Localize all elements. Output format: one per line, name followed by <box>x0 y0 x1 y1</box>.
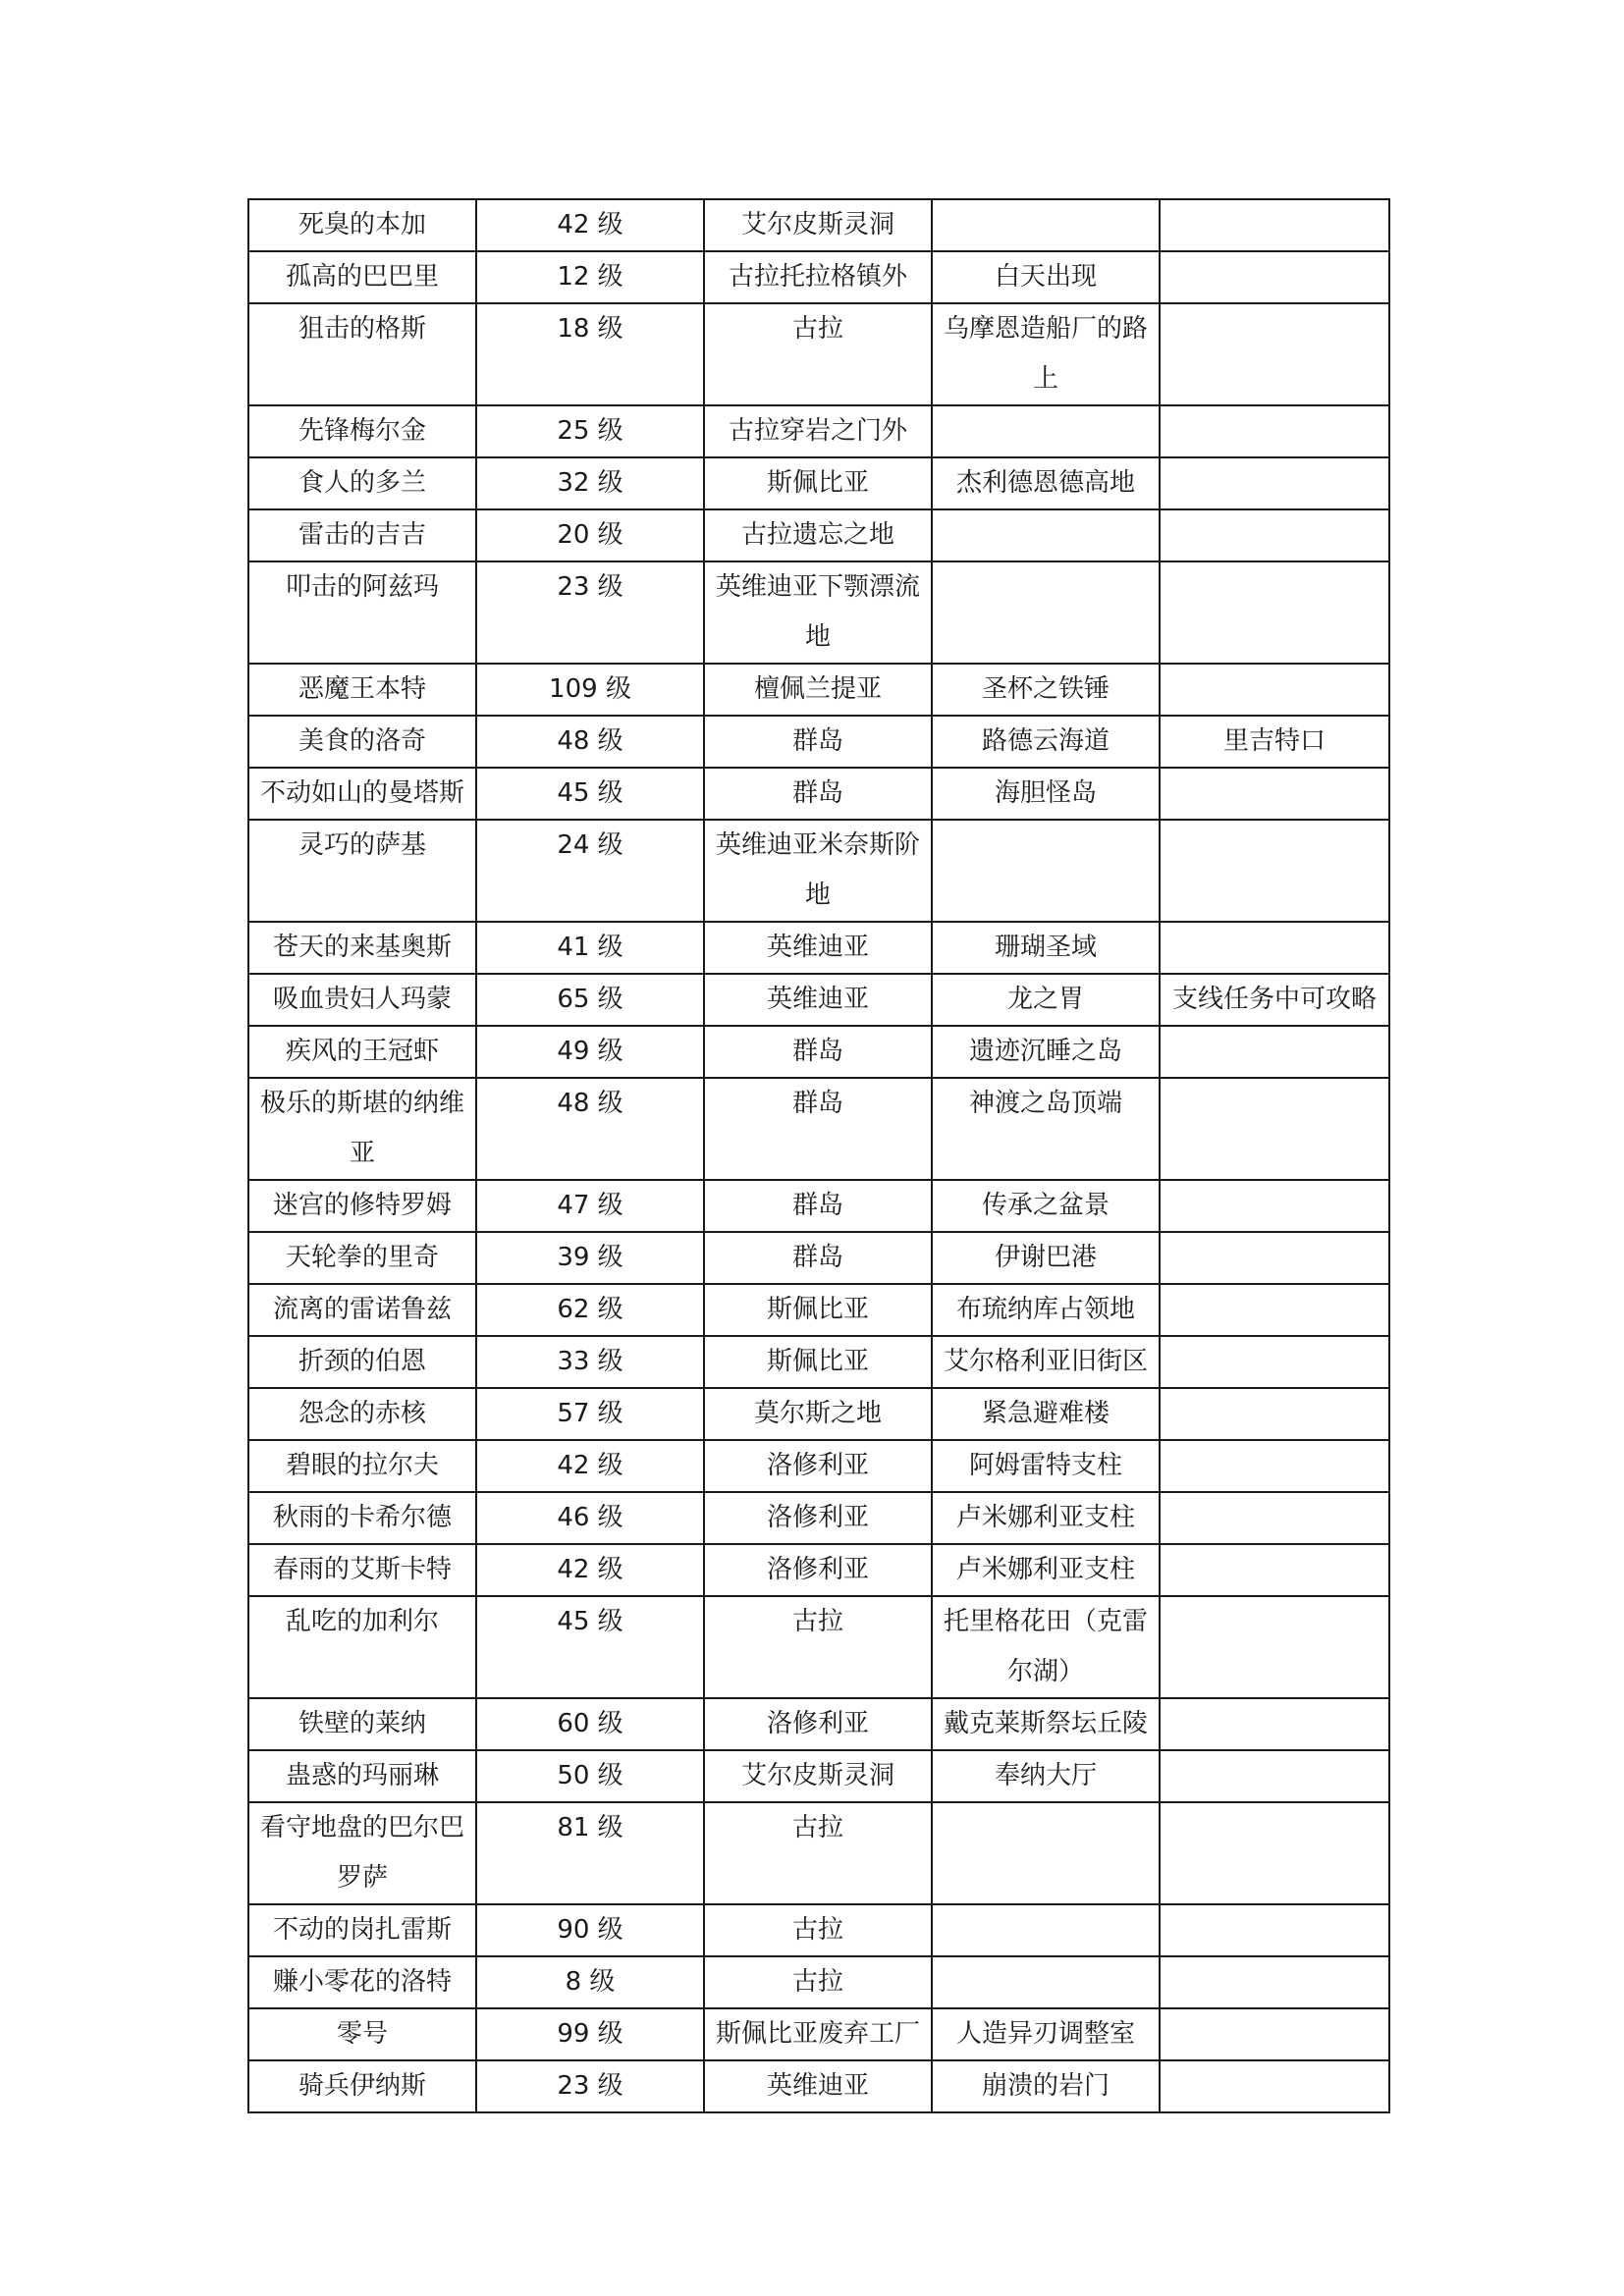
boss-name-cell: 乱吃的加利尔 <box>248 1596 476 1698</box>
level-cell: 18 级 <box>476 303 704 405</box>
region-cell: 艾尔皮斯灵洞 <box>704 199 932 251</box>
table-row <box>248 251 1389 303</box>
table-row <box>248 716 1389 768</box>
note-cell <box>1160 2008 1389 2060</box>
note-cell <box>1160 251 1389 303</box>
level-cell: 25 级 <box>476 405 704 457</box>
location-cell: 托里格花田（克雷尔湖） <box>932 1596 1160 1698</box>
level-cell: 47 级 <box>476 1180 704 1232</box>
location-cell <box>932 1956 1160 2008</box>
region-cell: 群岛 <box>704 768 932 820</box>
boss-table-body <box>248 199 1389 2112</box>
boss-name-cell: 疾风的王冠虾 <box>248 1026 476 1078</box>
region-cell: 群岛 <box>704 1026 932 1078</box>
location-cell: 卢米娜利亚支柱 <box>932 1544 1160 1596</box>
boss-name-cell: 恶魔王本特 <box>248 664 476 716</box>
level-cell: 48 级 <box>476 716 704 768</box>
boss-name-cell: 零号 <box>248 2008 476 2060</box>
region-cell: 洛修利亚 <box>704 1698 932 1750</box>
note-cell <box>1160 1284 1389 1336</box>
level-cell: 42 级 <box>476 1440 704 1492</box>
location-cell: 布琉纳库占领地 <box>932 1284 1160 1336</box>
level-cell: 99 级 <box>476 2008 704 2060</box>
region-cell: 群岛 <box>704 716 932 768</box>
location-cell: 珊瑚圣域 <box>932 922 1160 974</box>
location-cell <box>932 561 1160 664</box>
table-row <box>248 922 1389 974</box>
table-row <box>248 1026 1389 1078</box>
boss-name-cell: 天轮拳的里奇 <box>248 1232 476 1284</box>
note-cell <box>1160 509 1389 561</box>
location-cell <box>932 820 1160 922</box>
location-cell <box>932 405 1160 457</box>
region-cell: 英维迪亚下颚漂流地 <box>704 561 932 664</box>
region-cell: 群岛 <box>704 1078 932 1180</box>
region-cell: 古拉遗忘之地 <box>704 509 932 561</box>
table-row <box>248 664 1389 716</box>
boss-name-cell: 孤高的巴巴里 <box>248 251 476 303</box>
region-cell: 英维迪亚米奈斯阶地 <box>704 820 932 922</box>
boss-name-cell: 看守地盘的巴尔巴罗萨 <box>248 1802 476 1904</box>
boss-name-cell: 苍天的来基奥斯 <box>248 922 476 974</box>
table-row <box>248 1232 1389 1284</box>
boss-name-cell: 迷宫的修特罗姆 <box>248 1180 476 1232</box>
level-cell: 39 级 <box>476 1232 704 1284</box>
boss-name-cell: 叩击的阿兹玛 <box>248 561 476 664</box>
level-cell: 8 级 <box>476 1956 704 2008</box>
boss-table <box>247 198 1390 2113</box>
boss-name-cell: 美食的洛奇 <box>248 716 476 768</box>
level-cell: 90 级 <box>476 1904 704 1956</box>
table-row <box>248 1956 1389 2008</box>
boss-name-cell: 极乐的斯堪的纳维亚 <box>248 1078 476 1180</box>
location-cell: 紧急避难楼 <box>932 1388 1160 1440</box>
table-row <box>248 1750 1389 1802</box>
location-cell: 阿姆雷特支柱 <box>932 1440 1160 1492</box>
level-cell: 45 级 <box>476 768 704 820</box>
note-cell <box>1160 1078 1389 1180</box>
boss-name-cell: 先锋梅尔金 <box>248 405 476 457</box>
boss-name-cell: 灵巧的萨基 <box>248 820 476 922</box>
note-cell <box>1160 1232 1389 1284</box>
boss-name-cell: 折颈的伯恩 <box>248 1336 476 1388</box>
table-row <box>248 1180 1389 1232</box>
note-cell <box>1160 922 1389 974</box>
note-cell <box>1160 1440 1389 1492</box>
level-cell: 20 级 <box>476 509 704 561</box>
region-cell: 英维迪亚 <box>704 2060 932 2112</box>
note-cell <box>1160 1802 1389 1904</box>
note-cell <box>1160 303 1389 405</box>
note-cell <box>1160 1388 1389 1440</box>
table-row <box>248 820 1389 922</box>
level-cell: 109 级 <box>476 664 704 716</box>
region-cell: 古拉 <box>704 1956 932 2008</box>
note-cell: 里吉特口 <box>1160 716 1389 768</box>
note-cell <box>1160 1336 1389 1388</box>
note-cell <box>1160 561 1389 664</box>
region-cell: 艾尔皮斯灵洞 <box>704 1750 932 1802</box>
note-cell <box>1160 1180 1389 1232</box>
boss-name-cell: 不动如山的曼塔斯 <box>248 768 476 820</box>
boss-name-cell: 食人的多兰 <box>248 457 476 509</box>
note-cell <box>1160 664 1389 716</box>
level-cell: 41 级 <box>476 922 704 974</box>
region-cell: 古拉 <box>704 1802 932 1904</box>
table-row <box>248 457 1389 509</box>
note-cell <box>1160 2060 1389 2112</box>
table-row <box>248 768 1389 820</box>
boss-name-cell: 赚小零花的洛特 <box>248 1956 476 2008</box>
level-cell: 45 级 <box>476 1596 704 1698</box>
level-cell: 42 级 <box>476 1544 704 1596</box>
region-cell: 莫尔斯之地 <box>704 1388 932 1440</box>
location-cell <box>932 1802 1160 1904</box>
level-cell: 33 级 <box>476 1336 704 1388</box>
boss-name-cell: 蛊惑的玛丽琳 <box>248 1750 476 1802</box>
note-cell: 支线任务中可攻略 <box>1160 974 1389 1026</box>
region-cell: 洛修利亚 <box>704 1440 932 1492</box>
boss-name-cell: 吸血贵妇人玛蒙 <box>248 974 476 1026</box>
boss-name-cell: 秋雨的卡希尔德 <box>248 1492 476 1544</box>
location-cell: 卢米娜利亚支柱 <box>932 1492 1160 1544</box>
region-cell: 古拉 <box>704 1904 932 1956</box>
note-cell <box>1160 199 1389 251</box>
level-cell: 48 级 <box>476 1078 704 1180</box>
region-cell: 古拉穿岩之门外 <box>704 405 932 457</box>
boss-name-cell: 流离的雷诺鲁兹 <box>248 1284 476 1336</box>
location-cell: 路德云海道 <box>932 716 1160 768</box>
table-row <box>248 1388 1389 1440</box>
region-cell: 古拉 <box>704 1596 932 1698</box>
level-cell: 57 级 <box>476 1388 704 1440</box>
level-cell: 49 级 <box>476 1026 704 1078</box>
region-cell: 斯佩比亚 <box>704 457 932 509</box>
region-cell: 群岛 <box>704 1180 932 1232</box>
region-cell: 斯佩比亚 <box>704 1284 932 1336</box>
note-cell <box>1160 1750 1389 1802</box>
note-cell <box>1160 820 1389 922</box>
boss-name-cell: 死臭的本加 <box>248 199 476 251</box>
boss-name-cell: 春雨的艾斯卡特 <box>248 1544 476 1596</box>
level-cell: 60 级 <box>476 1698 704 1750</box>
location-cell <box>932 199 1160 251</box>
table-row <box>248 1492 1389 1544</box>
table-row <box>248 974 1389 1026</box>
table-row <box>248 561 1389 664</box>
table-row <box>248 199 1389 251</box>
level-cell: 32 级 <box>476 457 704 509</box>
note-cell <box>1160 1904 1389 1956</box>
table-row <box>248 303 1389 405</box>
note-cell <box>1160 1956 1389 2008</box>
level-cell: 62 级 <box>476 1284 704 1336</box>
boss-name-cell: 碧眼的拉尔夫 <box>248 1440 476 1492</box>
table-row <box>248 1698 1389 1750</box>
location-cell: 奉纳大厅 <box>932 1750 1160 1802</box>
location-cell: 圣杯之铁锤 <box>932 664 1160 716</box>
level-cell: 46 级 <box>476 1492 704 1544</box>
level-cell: 23 级 <box>476 2060 704 2112</box>
level-cell: 42 级 <box>476 199 704 251</box>
location-cell: 人造异刃调整室 <box>932 2008 1160 2060</box>
level-cell: 24 级 <box>476 820 704 922</box>
table-row <box>248 2008 1389 2060</box>
level-cell: 81 级 <box>476 1802 704 1904</box>
table-row <box>248 1440 1389 1492</box>
region-cell: 洛修利亚 <box>704 1544 932 1596</box>
location-cell: 艾尔格利亚旧街区 <box>932 1336 1160 1388</box>
note-cell <box>1160 768 1389 820</box>
location-cell: 杰利德恩德高地 <box>932 457 1160 509</box>
table-row <box>248 405 1389 457</box>
location-cell: 传承之盆景 <box>932 1180 1160 1232</box>
location-cell <box>932 1904 1160 1956</box>
note-cell <box>1160 1544 1389 1596</box>
table-row <box>248 1544 1389 1596</box>
note-cell <box>1160 405 1389 457</box>
location-cell: 遗迹沉睡之岛 <box>932 1026 1160 1078</box>
region-cell: 群岛 <box>704 1232 932 1284</box>
location-cell: 伊谢巴港 <box>932 1232 1160 1284</box>
region-cell: 古拉托拉格镇外 <box>704 251 932 303</box>
region-cell: 英维迪亚 <box>704 974 932 1026</box>
location-cell: 戴克莱斯祭坛丘陵 <box>932 1698 1160 1750</box>
region-cell: 洛修利亚 <box>704 1492 932 1544</box>
table-row <box>248 1078 1389 1180</box>
location-cell: 崩溃的岩门 <box>932 2060 1160 2112</box>
location-cell: 龙之胃 <box>932 974 1160 1026</box>
note-cell <box>1160 1596 1389 1698</box>
location-cell: 乌摩恩造船厂的路上 <box>932 303 1160 405</box>
location-cell <box>932 509 1160 561</box>
boss-name-cell: 狙击的格斯 <box>248 303 476 405</box>
level-cell: 50 级 <box>476 1750 704 1802</box>
table-row <box>248 1802 1389 1904</box>
region-cell: 檀佩兰提亚 <box>704 664 932 716</box>
boss-name-cell: 铁壁的莱纳 <box>248 1698 476 1750</box>
boss-name-cell: 骑兵伊纳斯 <box>248 2060 476 2112</box>
region-cell: 古拉 <box>704 303 932 405</box>
table-row <box>248 1904 1389 1956</box>
level-cell: 65 级 <box>476 974 704 1026</box>
table-row <box>248 509 1389 561</box>
location-cell: 神渡之岛顶端 <box>932 1078 1160 1180</box>
level-cell: 23 级 <box>476 561 704 664</box>
note-cell <box>1160 1698 1389 1750</box>
region-cell: 英维迪亚 <box>704 922 932 974</box>
table-row <box>248 1596 1389 1698</box>
note-cell <box>1160 1492 1389 1544</box>
boss-name-cell: 雷击的吉吉 <box>248 509 476 561</box>
level-cell: 12 级 <box>476 251 704 303</box>
region-cell: 斯佩比亚废弃工厂 <box>704 2008 932 2060</box>
region-cell: 斯佩比亚 <box>704 1336 932 1388</box>
location-cell: 白天出现 <box>932 251 1160 303</box>
note-cell <box>1160 1026 1389 1078</box>
note-cell <box>1160 457 1389 509</box>
table-row <box>248 1284 1389 1336</box>
table-row <box>248 2060 1389 2112</box>
table-row <box>248 1336 1389 1388</box>
boss-name-cell: 不动的岗扎雷斯 <box>248 1904 476 1956</box>
location-cell: 海胆怪岛 <box>932 768 1160 820</box>
boss-name-cell: 怨念的赤核 <box>248 1388 476 1440</box>
